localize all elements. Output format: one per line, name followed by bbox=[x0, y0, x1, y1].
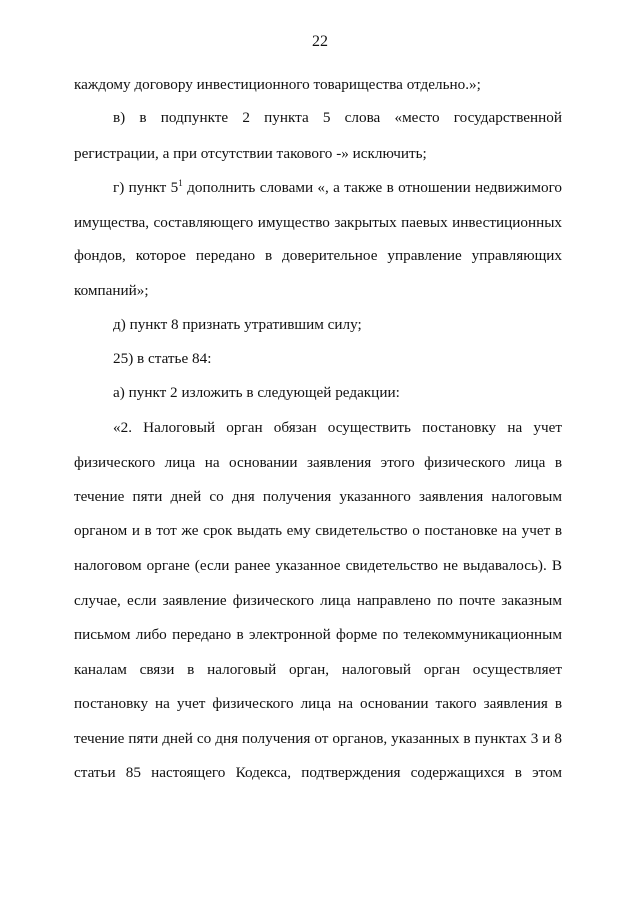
text-line: а) пункт 2 изложить в следующей редакции: bbox=[113, 384, 400, 401]
text-line: 25) в статье 84: bbox=[113, 350, 212, 367]
text-line: течение пяти дней со дня получения от органов, указанных в пунктах 3 и 8 bbox=[74, 730, 562, 747]
superscript: 1 bbox=[178, 178, 183, 188]
text-line: органом и в тот же срок выдать ему свидетельство о постановке на учет в bbox=[74, 522, 562, 539]
text-line: налоговом органе (если ранее указанное свидетельство не выдавалось). В bbox=[74, 557, 562, 574]
text-line: физического лица на основании заявления этого физического лица в bbox=[74, 454, 562, 471]
text-line: «2. Налоговый орган обязан осуществить постановку на учет bbox=[113, 419, 562, 436]
text-line: течение пяти дней со дня получения указанного заявления налоговым bbox=[74, 488, 562, 505]
text-line-with-superscript bbox=[113, 178, 562, 198]
text-line: имущества, составляющего имущество закрытых паевых инвестиционных bbox=[74, 214, 562, 231]
text-fragment: г) пункт 5 bbox=[113, 179, 179, 196]
text-line: в) в подпункте 2 пункта 5 слова «место государственной bbox=[113, 109, 562, 126]
text-line: д) пункт 8 признать утратившим силу; bbox=[113, 316, 362, 333]
text-fragment: дополнить словами «, а также в отношении недвижимого bbox=[182, 179, 563, 196]
text-line: случае, если заявление физического лица направлено по почте заказным bbox=[74, 592, 562, 609]
text-line: компаний»; bbox=[74, 282, 149, 299]
text-line: статьи 85 настоящего Кодекса, подтверждения содержащихся в этом bbox=[74, 764, 562, 781]
text-line: постановку на учет физического лица на основании такого заявления в bbox=[74, 695, 562, 712]
page-number: 22 bbox=[312, 33, 328, 50]
text-line: каналам связи в налоговый орган, налоговый орган осуществляет bbox=[74, 661, 562, 678]
text-line: каждому договору инвестиционного товарищества отдельно.»; bbox=[74, 76, 481, 93]
text-line: письмом либо передано в электронной форме по телекоммуникационным bbox=[74, 626, 562, 643]
text-line: фондов, которое передано в доверительное управление управляющих bbox=[74, 247, 562, 264]
text-line: регистрации, а при отсутствии такового -» исключить; bbox=[74, 145, 427, 162]
